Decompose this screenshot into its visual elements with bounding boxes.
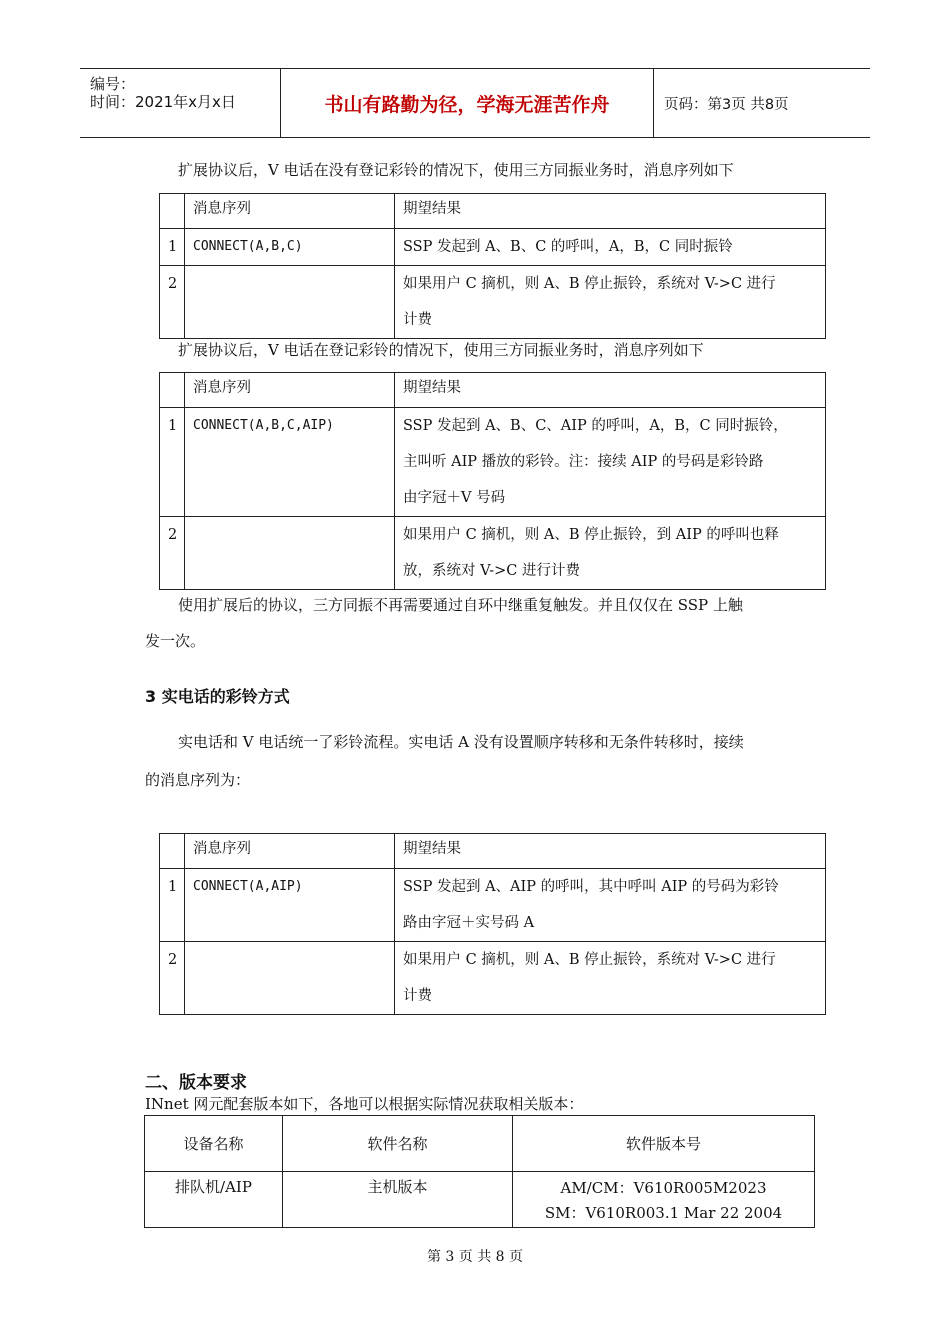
device-cell: 排队机/AIP (145, 1172, 283, 1228)
time-label: 时间：2021年x月x日 (90, 93, 236, 111)
version-cell (513, 1172, 815, 1228)
row-number: 1 (160, 408, 185, 517)
column-header: 设备名称 (145, 1116, 283, 1172)
result-line: 计费 (403, 312, 432, 328)
column-header: 软件版本号 (513, 1116, 815, 1172)
header-left-cell (80, 69, 281, 137)
row-number: 1 (160, 869, 185, 942)
column-header: 软件名称 (283, 1116, 513, 1172)
column-header: 期望结果 (395, 194, 826, 229)
row-number: 2 (160, 942, 185, 1015)
column-header: 消息序列 (185, 194, 395, 229)
software-cell: 主机版本 (283, 1172, 513, 1228)
result-cell (395, 229, 826, 266)
result-line: 计费 (403, 988, 432, 1004)
row-number: 2 (160, 266, 185, 339)
row-number: 1 (160, 229, 185, 266)
column-header: 消息序列 (185, 834, 395, 869)
message-table-b (159, 372, 826, 590)
message-cell (185, 942, 395, 1015)
page-header (80, 68, 870, 138)
result-line: SSP 发起到 A、AIP 的呼叫，其中呼叫 AIP 的号码为彩铃 (403, 879, 779, 895)
result-line: 放，系统对 V->C 进行计费 (403, 563, 581, 579)
result-line: 如果用户 C 摘机，则 A、B 停止振铃，系统对 V->C 进行 (403, 276, 776, 292)
result-line: SSP 发起到 A、B、C 的呼叫，A，B，C 同时振铃 (403, 239, 733, 255)
section-3-line-2: 的消息序列为： (145, 771, 251, 789)
message-cell (185, 266, 395, 339)
result-cell (395, 869, 826, 942)
version-line: AM/CM：V610R005M2023 (560, 1179, 767, 1197)
table-cell (160, 194, 185, 229)
result-cell (395, 266, 826, 339)
result-line: 如果用户 C 摘机，则 A、B 停止振铃，到 AIP 的呼叫也释 (403, 527, 779, 543)
column-header: 期望结果 (395, 373, 826, 408)
section-3-line-1: 实电话和 V 电话统一了彩铃流程。实电话 A 没有设置顺序转移和无条件转移时，接续 (178, 733, 744, 751)
table-cell (160, 834, 185, 869)
intro-paragraph-b: 扩展协议后，V 电话在登记彩铃的情况下，使用三方同振业务时，消息序列如下 (178, 341, 704, 359)
result-line: 如果用户 C 摘机，则 A、B 停止振铃，系统对 V->C 进行 (403, 952, 776, 968)
message-cell: CONNECT(A,AIP) (185, 869, 395, 942)
number-label: 编号： (90, 75, 136, 93)
note-line-2: 发一次。 (145, 632, 206, 650)
version-heading: 二、版本要求 (145, 1073, 247, 1093)
result-line: 主叫听 AIP 播放的彩铃。注：接续 AIP 的号码是彩铃路 (403, 454, 764, 470)
result-line: SSP 发起到 A、B、C、AIP 的呼叫，A，B，C 同时振铃， (403, 418, 788, 434)
version-intro: INnet 网元配套版本如下，各地可以根据实际情况获取相关版本： (145, 1095, 584, 1113)
section-3-heading: 3 实电话的彩铃方式 (145, 687, 290, 706)
column-header: 期望结果 (395, 834, 826, 869)
table-cell (160, 373, 185, 408)
result-cell (395, 517, 826, 590)
result-line: 路由字冠＋实号码 A (403, 915, 535, 931)
message-cell: CONNECT(A,B,C) (185, 229, 395, 266)
message-table-a (159, 193, 826, 339)
result-cell (395, 408, 826, 517)
intro-paragraph-a: 扩展协议后，V 电话在没有登记彩铃的情况下，使用三方同振业务时，消息序列如下 (178, 161, 734, 179)
row-number: 2 (160, 517, 185, 590)
header-motto: 书山有路勤为径，学海无涯苦作舟 (281, 69, 654, 137)
message-cell: CONNECT(A,B,C,AIP) (185, 408, 395, 517)
message-cell (185, 517, 395, 590)
result-line: 由字冠＋V 号码 (403, 490, 506, 506)
page-footer: 第 3 页 共 8 页 (426, 1249, 524, 1265)
header-page-info: 页码：第3页 共8页 (664, 96, 789, 113)
version-table (144, 1115, 815, 1228)
result-cell (395, 942, 826, 1015)
message-table-c (159, 833, 826, 1015)
note-line-1: 使用扩展后的协议，三方同振不再需要通过自环中继重复触发。并且仅仅在 SSP 上触 (178, 596, 743, 614)
column-header: 消息序列 (185, 373, 395, 408)
version-line: SM：V610R003.1 Mar 22 2004 (544, 1204, 783, 1222)
